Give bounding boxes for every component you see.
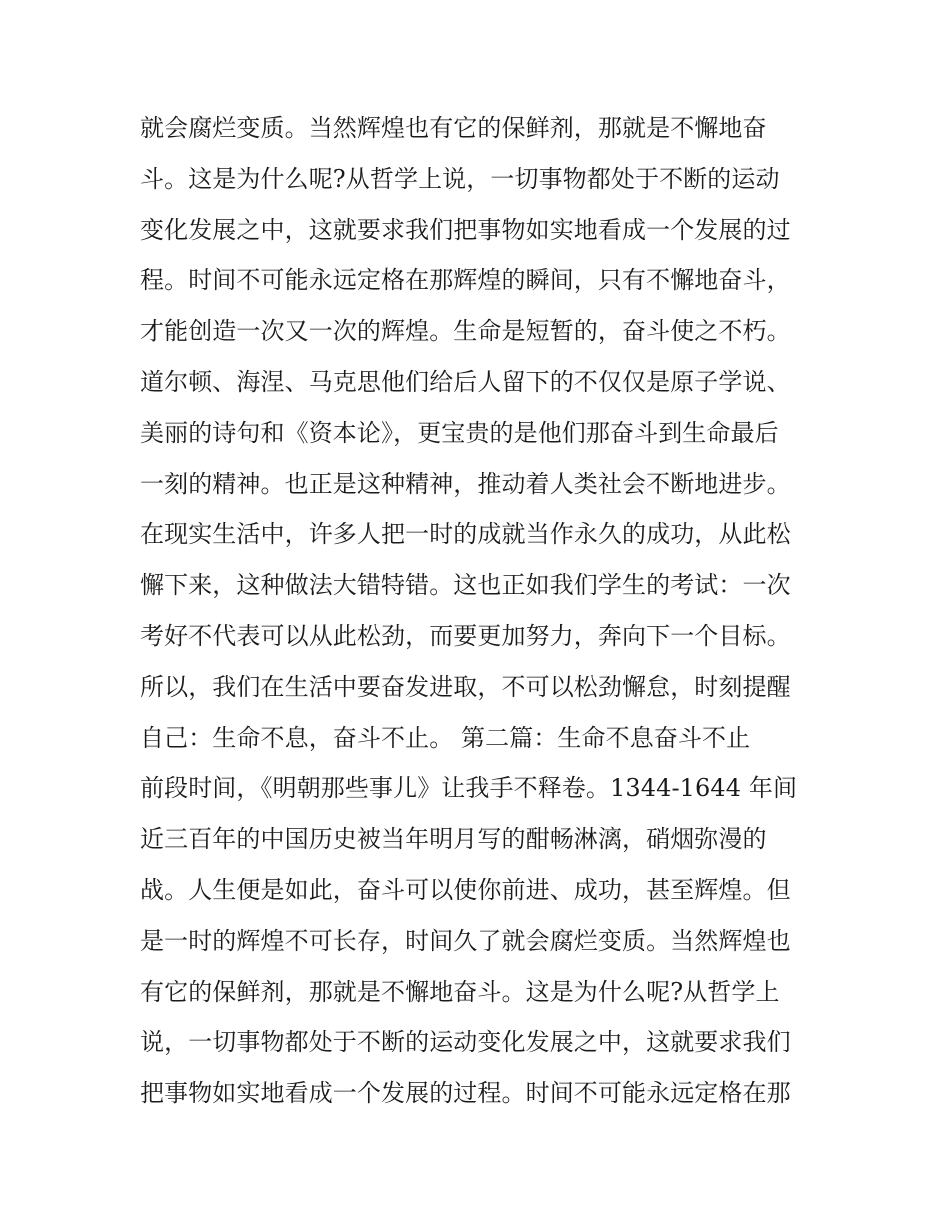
text-line: 就会腐烂变质。当然辉煌也有它的保鲜剂，那就是不懈地奋 — [140, 114, 767, 142]
text-line: 是一时的辉煌不可长存，时间久了就会腐烂变质。当然辉煌也 — [140, 926, 791, 955]
text-line: 道尔顿、海涅、马克思他们给后人留下的不仅仅是原子学说、 — [140, 367, 791, 396]
text-line: 在现实生活中，许多人把一时的成就当作永久的成功，从此松 — [140, 520, 791, 549]
text-line: 有它的保鲜剂，那就是不懈地奋斗。这是为什么呢?从哲学上 — [140, 977, 780, 1006]
body-text — [140, 103, 830, 1119]
text-line: 斗。这是为什么呢?从哲学上说，一切事物都处于不断的运动 — [140, 164, 780, 193]
text-line: 考好不代表可以从此松劲，而要更加努力，奔向下一个目标。 — [140, 621, 791, 650]
text-line: 近三百年的中国历史被当年明月写的酣畅淋漓，硝烟弥漫的 — [140, 825, 767, 854]
text-line: 前段时间，《明朝那些事儿》让我手不释卷。1344-1644 年间 — [140, 774, 798, 803]
text-line: 程。时间不可能永远定格在那辉煌的瞬间，只有不懈地奋斗， — [140, 266, 791, 295]
text-line: 美丽的诗句和《资本论》，更宝贵的是他们那奋斗到生命最后 — [140, 418, 779, 447]
text-line: 一刻的精神。也正是这种精神，推动着人类社会不断地进步。 — [140, 469, 791, 498]
text-line: 说，一切事物都处于不断的运动变化发展之中，这就要求我们 — [140, 1028, 791, 1057]
text-line: 把事物如实地看成一个发展的过程。时间不可能永远定格在那 — [140, 1079, 791, 1108]
text-line: 战。人生便是如此，奋斗可以使你前进、成功，甚至辉煌。但 — [140, 875, 791, 904]
text-line: 变化发展之中，这就要求我们把事物如实地看成一个发展的过 — [140, 215, 791, 244]
text-line: 懈下来，这种做法大错特错。这也正如我们学生的考试：一次 — [140, 571, 791, 600]
text-line: 自己：生命不息，奋斗不止。 第二篇：生命不息奋斗不止 — [140, 723, 751, 752]
text-line: 所以，我们在生活中要奋发进取，不可以松劲懈怠，时刻提醒 — [140, 672, 791, 701]
text-line: 才能创造一次又一次的辉煌。生命是短暂的，奋斗使之不朽。 — [140, 317, 791, 346]
